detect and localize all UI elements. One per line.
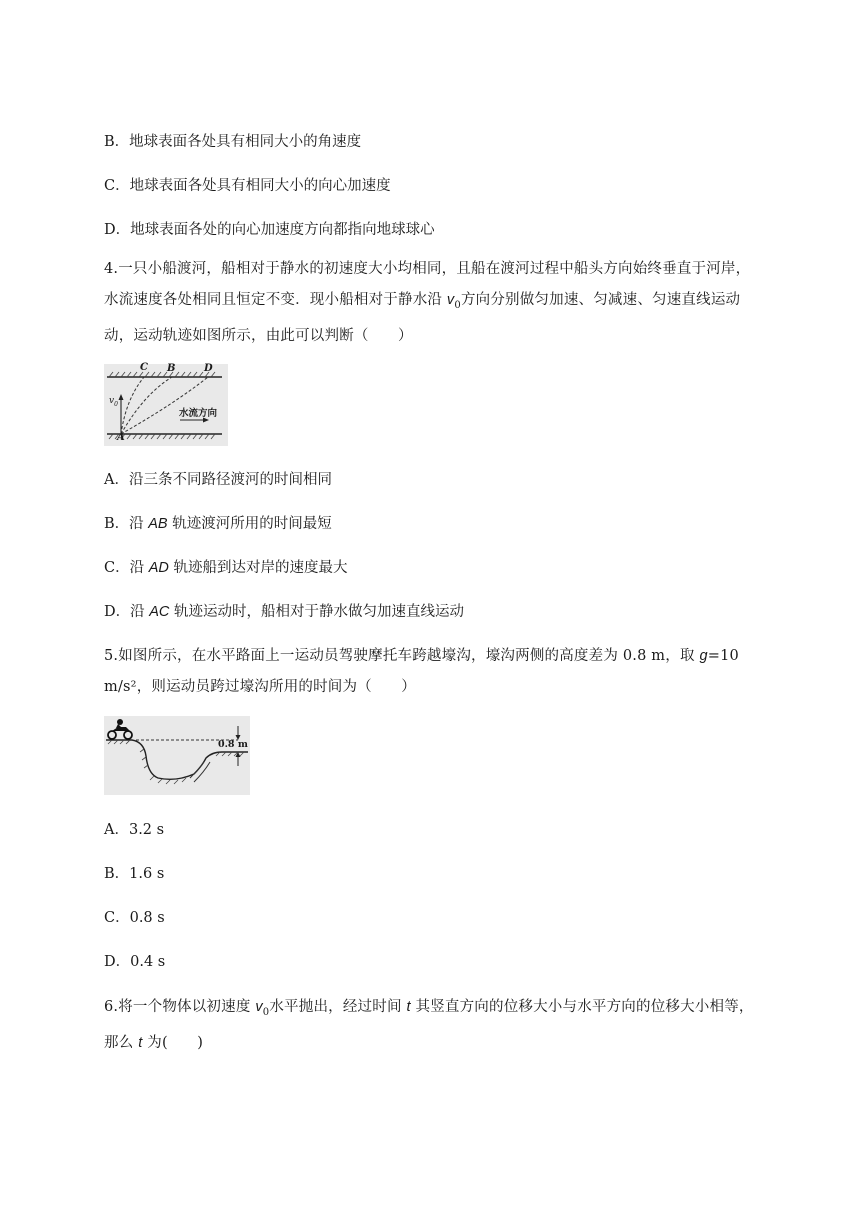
option-text: 轨迹运动时，船相对于静水做匀加速直线运动 xyxy=(169,604,465,620)
option-text: C．沿 xyxy=(104,560,149,576)
q4-stem-line-1: 4.一只小船渡河，船相对于静水的初速度大小均相同，且船在渡河过程中船头方向始终垂直于河岸， xyxy=(104,261,751,277)
ditch-jump-figure xyxy=(104,716,250,795)
point-d-label: D xyxy=(204,363,213,374)
point-a-label: A xyxy=(117,432,125,443)
flow-direction-label: 水流方向 xyxy=(179,408,218,419)
q4-stem xyxy=(104,254,764,351)
q5-option-b: B．1.6 s xyxy=(104,866,165,882)
q4-stem-line-3: 动，运动轨迹如图所示，由此可以判断（ ） xyxy=(104,327,413,344)
v-subscript: 0 xyxy=(114,400,118,408)
q4-stem-text: 方向分别做匀加速、匀减速、匀速直线运动 xyxy=(460,291,741,308)
time-symbol: t xyxy=(406,999,411,1015)
q3-option-c: C．地球表面各处具有相同大小的向心加速度 xyxy=(104,178,391,194)
path-symbol: AB xyxy=(148,516,168,532)
path-symbol: AC xyxy=(149,604,170,620)
river-crossing-figure xyxy=(104,364,228,446)
option-text: B．沿 xyxy=(104,516,149,532)
velocity-subscript: 0 xyxy=(262,1006,270,1018)
velocity-symbol: v xyxy=(446,291,455,308)
v-symbol: v xyxy=(109,396,115,406)
velocity-symbol: v xyxy=(255,999,263,1015)
q6-stem-text: 为( ) xyxy=(142,1035,204,1052)
path-symbol: AD xyxy=(148,560,169,576)
height-label: 0.8 m xyxy=(218,739,248,750)
point-c-label: C xyxy=(140,362,148,373)
q4-option-d xyxy=(104,602,464,622)
q4-stem-line-2 xyxy=(104,285,764,321)
q5-option-a: A．3.2 s xyxy=(104,822,165,838)
q6-stem-text: 其竖直方向的位移大小与水平方向的位移大小相等， xyxy=(410,999,754,1015)
q6-stem xyxy=(104,992,764,1059)
gravity-symbol: g xyxy=(699,648,708,664)
q6-stem-line-2 xyxy=(104,1028,764,1059)
q5-stem-text: =10 xyxy=(707,648,739,664)
q5-stem xyxy=(104,641,764,702)
q5-stem-text: 5.如图所示，在水平路面上一运动员驾驶摩托车跨越壕沟，壕沟两侧的高度差为 0.8 m，取 xyxy=(104,648,700,664)
q6-stem-line-1 xyxy=(104,992,764,1028)
q5-option-c: C．0.8 s xyxy=(104,910,165,926)
v0-label xyxy=(109,396,118,408)
trajectory-ac xyxy=(121,377,144,434)
option-text: 轨迹船到达对岸的速度最大 xyxy=(168,560,348,576)
velocity-subscript: 0 xyxy=(454,299,461,311)
q4-option-a: A．沿三条不同路径渡河的时间相同 xyxy=(104,472,332,488)
q4-option-c xyxy=(104,558,347,578)
q6-stem-text: 那么 xyxy=(104,1035,139,1052)
q3-option-d: D．地球表面各处的向心加速度方向都指向地球球心 xyxy=(104,222,435,238)
q5-stem-line-2: m/s²，则运动员跨过壕沟所用的时间为（ ） xyxy=(104,678,416,695)
q4-option-b xyxy=(104,514,332,534)
q5-stem-line-1 xyxy=(104,641,764,672)
q4-stem-text: 水流速度各处相同且恒定不变．现小船相对于静水沿 xyxy=(104,291,447,308)
q5-option-d: D．0.4 s xyxy=(104,954,166,970)
option-text: 轨迹渡河所用的时间最短 xyxy=(167,516,332,532)
time-symbol: t xyxy=(138,1035,143,1052)
motorcycle-icon xyxy=(108,719,132,739)
q6-stem-text: 水平抛出，经过时间 xyxy=(269,999,407,1015)
q6-stem-text: 6.将一个物体以初速度 xyxy=(104,999,256,1015)
trajectory-ab xyxy=(121,377,172,434)
option-text: D．沿 xyxy=(104,604,150,620)
q3-option-b: B．地球表面各处具有相同大小的角速度 xyxy=(104,134,362,150)
point-b-label: B xyxy=(167,363,176,374)
